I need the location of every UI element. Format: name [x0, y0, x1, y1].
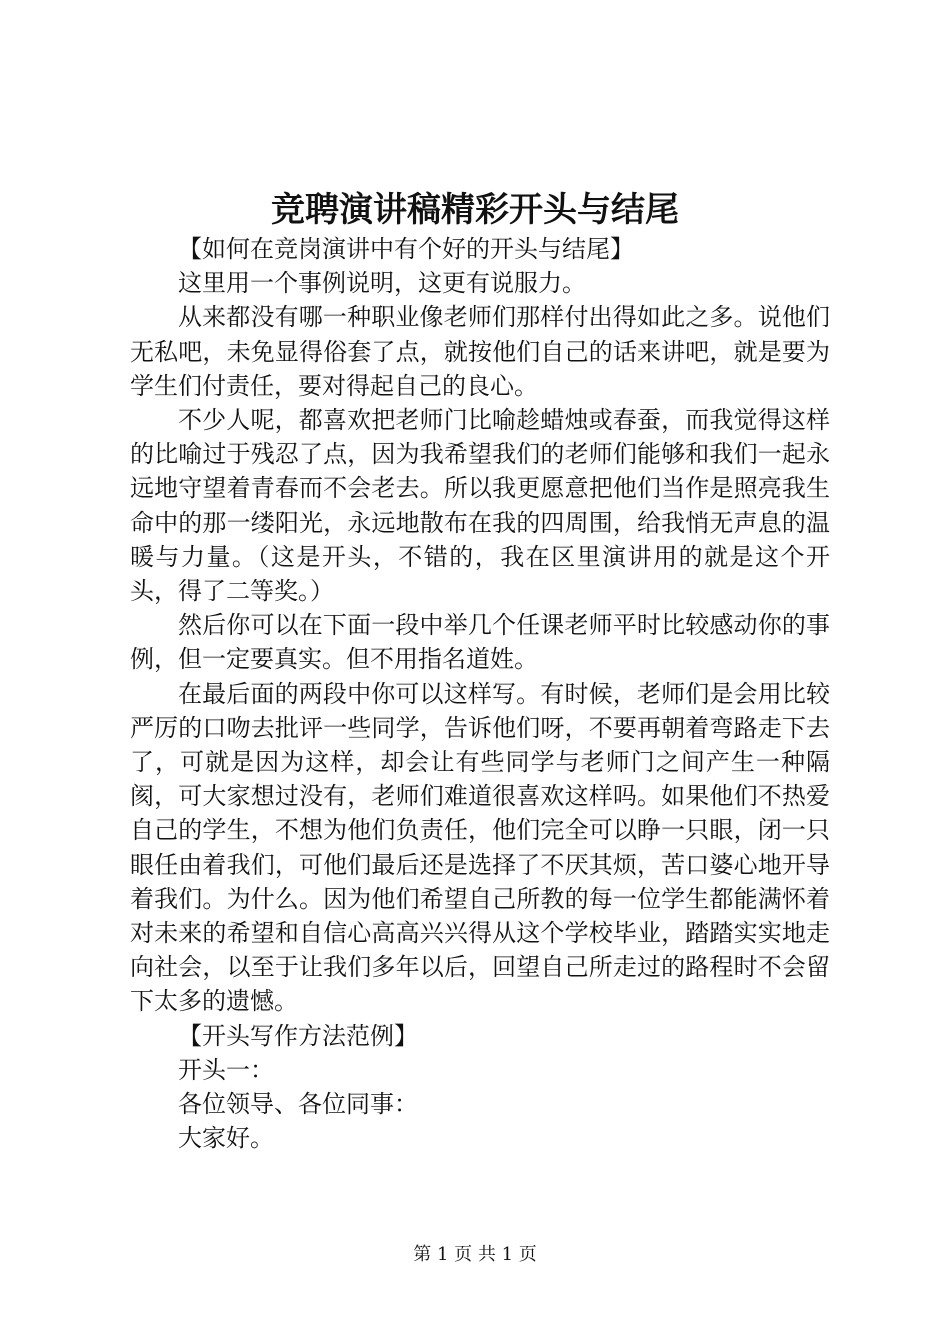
- document-body: [130, 232, 830, 1155]
- paragraph: 各位领导、各位同事：: [178, 1090, 418, 1119]
- paragraph: 开头一：: [178, 1055, 274, 1084]
- paragraph: 不少人呢，都喜欢把老师门比喻趁蜡烛或春蚕，而我觉得这样的比喻过于残忍了点，因为我希望我们的老师们能够和我们一起永远地守望着青春而不会老去。所以我更愿意把他们当作是照亮我生命中的那一缕阳光，永远地散布在我的四周围，给我悄无声息的温暖与力量。（这是开头，不错的，我在区里演讲用的就是这个开头，得了二等奖。）: [130, 406, 830, 606]
- paragraph: 从来都没有哪一种职业像老师们那样付出得如此之多。说他们无私吧，未免显得俗套了点，就按他们自己的话来讲吧，就是要为学生们付责任，要对得起自己的良心。: [130, 303, 830, 400]
- paragraph-heading-1: 【如何在竞岗演讲中有个好的开头与结尾】: [178, 235, 634, 263]
- paragraph: 然后你可以在下面一段中举几个任课老师平时比较感动你的事例，但一定要真实。但不用指名道姓。: [130, 611, 830, 674]
- paragraph-heading-2: 【开头写作方法范例】: [178, 1021, 418, 1050]
- page-number-footer: 第 1 页 共 1 页: [413, 1244, 537, 1265]
- document-title: 竞聘演讲稿精彩开头与结尾: [271, 190, 679, 230]
- paragraph: 大家好。: [178, 1124, 274, 1153]
- paragraph: 这里用一个事例说明，这更有说服力。: [178, 269, 586, 298]
- paragraph: 在最后面的两段中你可以这样写。有时候，老师们是会用比较严厉的口吻去批评一些同学，告诉他们呀，不要再朝着弯路走下去了，可就是因为这样，却会让有些同学与老师门之间产生一种隔阂，可大家想过没有，老师们难道很喜欢这样吗。如果他们不热爱自己的学生，不想为他们负责任，他们完全可以睁一只眼，闭一只眼任由着我们，可他们最后还是选择了不厌其烦，苦口婆心地开导着我们。为什么。因为他们希望自己所教的每一位学生都能满怀着对未来的希望和自信心高高兴兴得从这个学校毕业，踏踏实实地走向社会，以至于让我们多年以后，回望自己所走过的路程时不会留下太多的遗憾。: [130, 679, 830, 1016]
